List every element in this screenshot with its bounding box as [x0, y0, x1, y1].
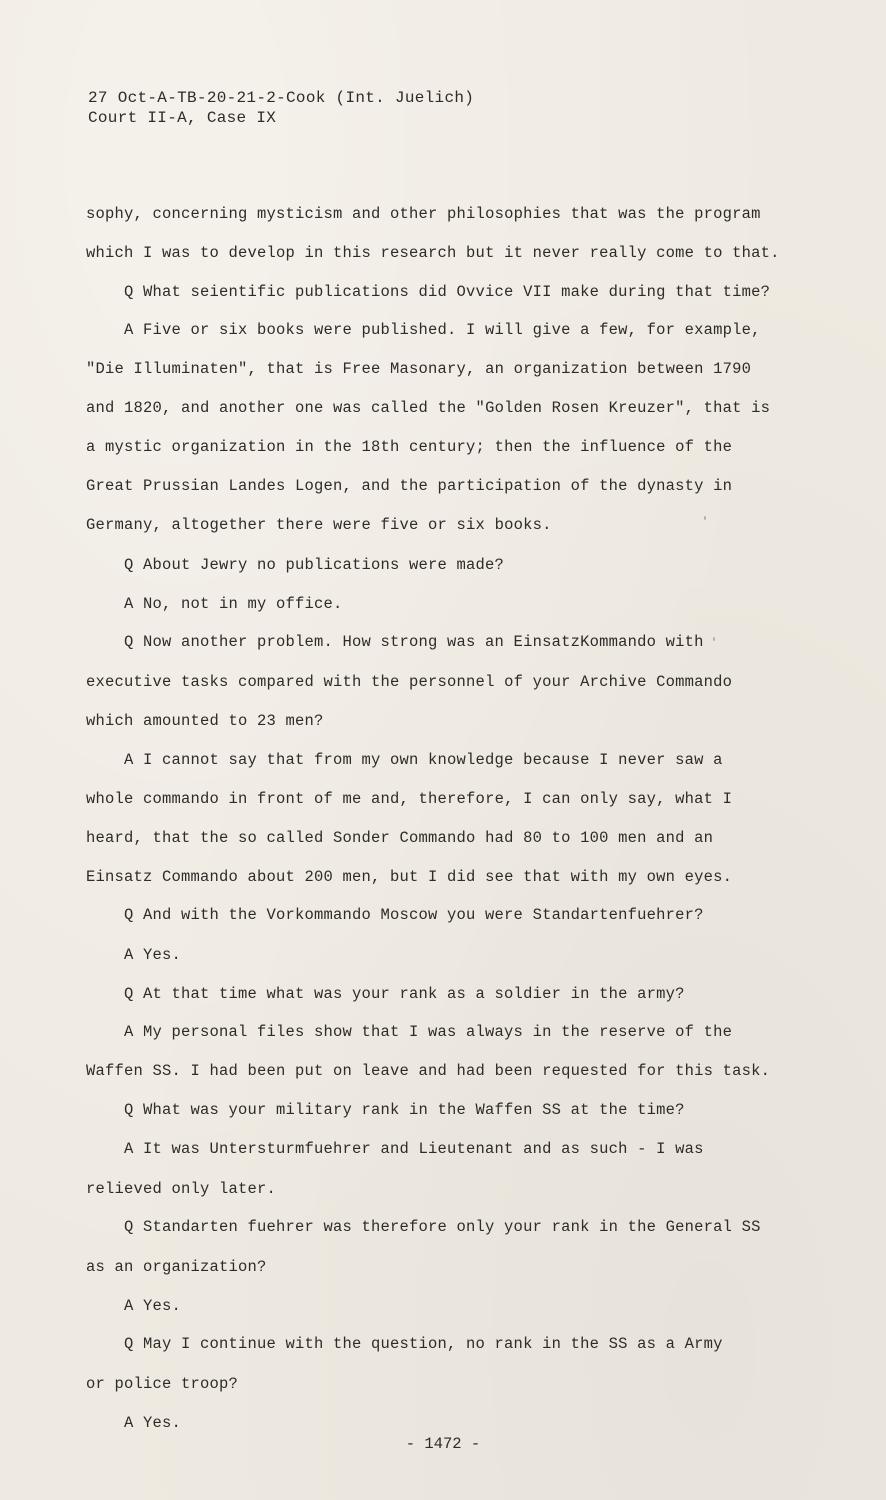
- text-line: heard, that the so called Sonder Commando had 80 to 100 men and an: [86, 829, 714, 847]
- text-line: A It was Untersturmfuehrer and Lieutenant and as such - I was: [124, 1140, 704, 1158]
- text-line: Germany, altogether there were five or six books.: [86, 516, 552, 534]
- text-line: as an organization?: [86, 1258, 267, 1276]
- text-line: "Die Illuminaten", that is Free Masonary, an organization between 1790: [86, 360, 752, 378]
- paper-speck: [713, 637, 715, 641]
- text-line: executive tasks compared with the personnel of your Archive Commando: [86, 673, 733, 691]
- header-reference: 27 Oct-A-TB-20-21-2-Cook (Int. Juelich): [88, 89, 475, 107]
- text-line: or police troop?: [86, 1375, 239, 1393]
- document-header: [88, 88, 474, 128]
- header-court: Court II-A, Case IX: [88, 109, 277, 127]
- text-line: Q And with the Vorkommando Moscow you were Standartenfuehrer?: [124, 906, 704, 924]
- text-line: which amounted to 23 men?: [86, 712, 324, 730]
- text-line: A Yes.: [124, 1414, 182, 1432]
- text-line: Q What seientific publications did Ovvice VII make during that time?: [124, 283, 771, 301]
- text-line: Great Prussian Landes Logen, and the participation of the dynasty in: [86, 477, 733, 495]
- text-line: Q About Jewry no publications were made?: [124, 556, 505, 574]
- text-line: relieved only later.: [86, 1180, 277, 1198]
- text-line: sophy, concerning mysticism and other philosophies that was the program: [86, 205, 761, 223]
- text-line: Q Now another problem. How strong was an EinsatzKommando with: [124, 633, 704, 651]
- text-line: a mystic organization in the 18th century; then the influence of the: [86, 438, 733, 456]
- text-line: Q May I continue with the question, no rank in the SS as a Army: [124, 1335, 723, 1353]
- text-line: A My personal files show that I was always in the reserve of the: [124, 1023, 733, 1041]
- text-line: Q What was your military rank in the Waffen SS at the time?: [124, 1101, 685, 1119]
- text-line: which I was to develop in this research but it never really come to that.: [86, 244, 780, 262]
- text-line: Q Standarten fuehrer was therefore only your rank in the General SS: [124, 1218, 761, 1236]
- paper-speck: [704, 516, 706, 520]
- text-line: Waffen SS. I had been put on leave and had been requested for this task.: [86, 1062, 771, 1080]
- text-line: Q At that time what was your rank as a soldier in the army?: [124, 985, 685, 1003]
- page-number: - 1472 -: [405, 1435, 481, 1453]
- text-line: Einsatz Commando about 200 men, but I did see that with my own eyes.: [86, 868, 733, 886]
- text-line: A Yes.: [124, 1297, 182, 1315]
- text-line: and 1820, and another one was called the "Golden Rosen Kreuzer", that is: [86, 399, 771, 417]
- text-line: A Yes.: [124, 946, 182, 964]
- text-line: A Five or six books were published. I will give a few, for example,: [124, 321, 761, 339]
- text-line: A I cannot say that from my own knowledge because I never saw a: [124, 751, 723, 769]
- text-line: A No, not in my office.: [124, 595, 343, 613]
- text-line: whole commando in front of me and, therefore, I can only say, what I: [86, 790, 733, 808]
